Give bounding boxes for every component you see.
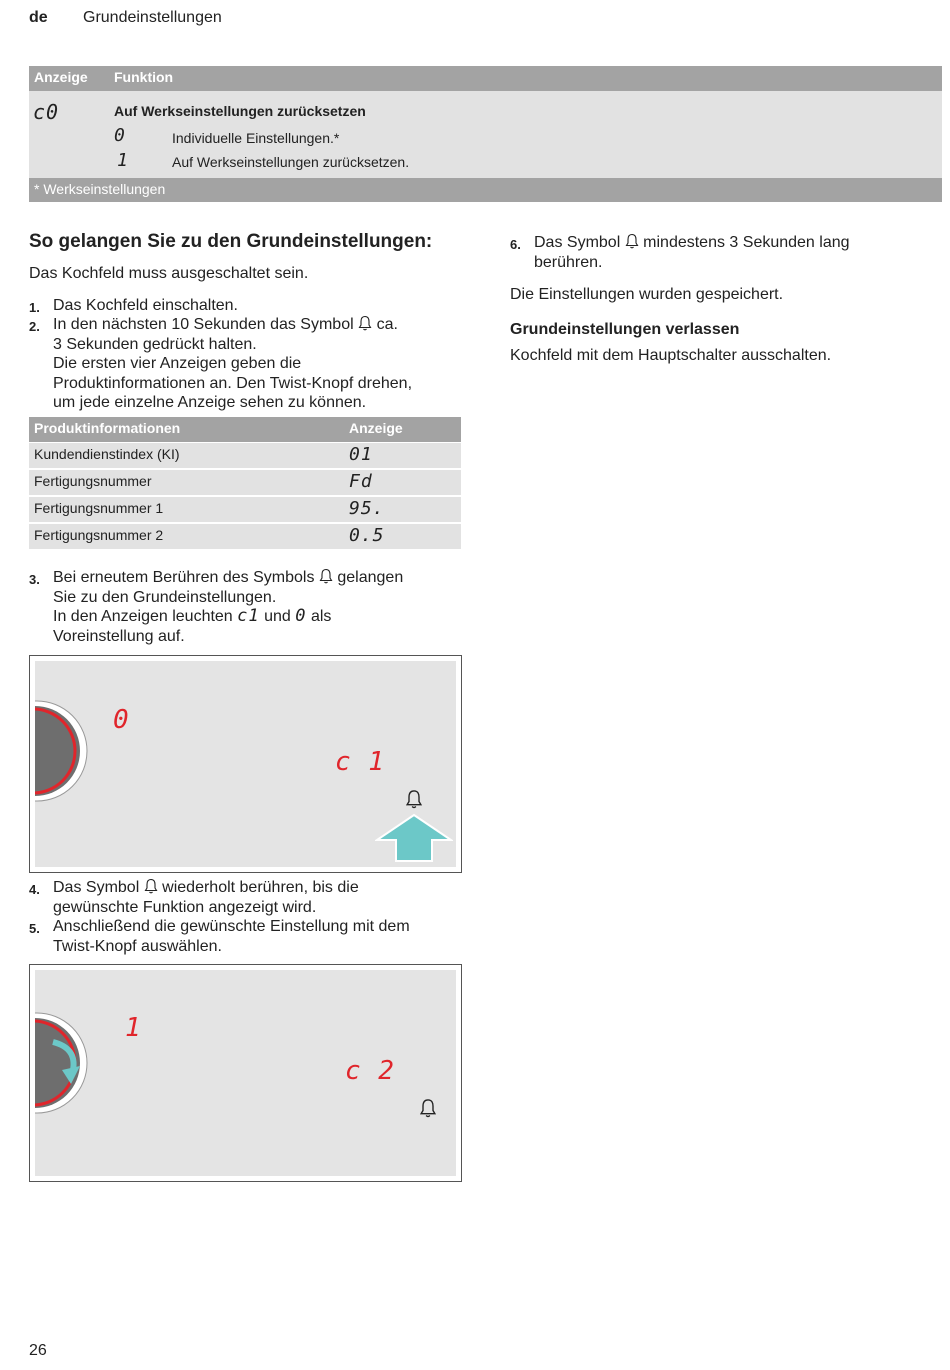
display-code: 0 xyxy=(295,606,307,626)
option-value-0: 0 xyxy=(114,125,126,146)
row-display: 95. xyxy=(349,498,385,519)
function-table-header xyxy=(29,66,942,91)
function-title: Auf Werkseinstellungen zurücksetzen xyxy=(114,103,366,119)
step-text: gelangen xyxy=(337,569,404,586)
step-text: um jede einzelne Anzeige sehen zu können. xyxy=(53,394,367,411)
row-label: Fertigungsnummer 2 xyxy=(34,527,164,543)
step-text: wiederholt berühren, bis die xyxy=(162,879,359,896)
language-code: de xyxy=(29,9,48,26)
function-table-footnote xyxy=(29,178,942,202)
cooktop-figure-2 xyxy=(29,964,462,1182)
step-6 xyxy=(510,233,930,272)
step-text: Sie zu den Grundeinstellungen. xyxy=(53,588,277,606)
step-number: 5. xyxy=(29,921,40,936)
col-display-header: Anzeige xyxy=(349,420,403,436)
step-text: Voreinstellung auf. xyxy=(53,627,185,645)
step-1 xyxy=(29,296,459,316)
step-text: mindestens 3 Sekunden lang xyxy=(643,234,850,251)
display-code: c1 xyxy=(237,606,260,626)
function-table-body xyxy=(29,91,942,178)
step-text: Das Kochfeld einschalten. xyxy=(53,297,238,314)
step-number: 1. xyxy=(29,300,40,315)
intro-text: Das Kochfeld muss ausgeschaltet sein. xyxy=(29,265,309,282)
function-code: c0 xyxy=(33,100,60,124)
step-text: Produktinformationen an. Den Twist-Knopf drehen, xyxy=(53,374,413,392)
row-label: Fertigungsnummer xyxy=(34,473,152,489)
step-number: 3. xyxy=(29,572,40,587)
row-display: 0.5 xyxy=(349,525,385,546)
exit-text: Kochfeld mit dem Hauptschalter ausschalten. xyxy=(510,347,832,364)
table-row xyxy=(29,524,461,549)
bell-icon xyxy=(358,315,372,331)
option-value-1: 1 xyxy=(117,150,129,171)
step-3 xyxy=(29,568,459,646)
step-5 xyxy=(29,917,459,956)
rotate-arrow-icon xyxy=(47,1038,81,1086)
page-header-title: Grundeinstellungen xyxy=(83,9,222,26)
step-text: 3 Sekunden gedrückt halten. xyxy=(53,335,257,353)
col-display-header: Anzeige xyxy=(34,69,88,85)
bell-icon xyxy=(319,568,333,584)
display-right: c 2 xyxy=(345,1056,395,1086)
product-table-header xyxy=(29,417,461,442)
step-text: gewünschte Funktion angezeigt wird. xyxy=(53,898,317,916)
bell-icon xyxy=(625,233,639,249)
col-info-header: Produktinformationen xyxy=(34,420,181,436)
section-heading: So gelangen Sie zu den Grundeinstellungen: xyxy=(29,231,433,252)
row-label: Kundendienstindex (KI) xyxy=(34,446,180,462)
display-left: 1 xyxy=(125,1013,142,1043)
row-label: Fertigungsnummer 1 xyxy=(34,500,164,516)
step-text: als xyxy=(310,608,332,625)
display-left: 0 xyxy=(113,705,130,735)
row-display: Fd xyxy=(349,471,373,492)
step-text: Die ersten vier Anzeigen geben die xyxy=(53,355,302,372)
step-text: Bei erneutem Berühren des Symbols xyxy=(53,569,315,586)
step-text: In den Anzeigen leuchten xyxy=(53,608,233,625)
step-4 xyxy=(29,878,459,917)
cooktop-figure-1 xyxy=(29,655,462,873)
bell-icon xyxy=(419,1098,437,1118)
step-text: Das Symbol xyxy=(534,234,621,251)
step-2 xyxy=(29,315,459,413)
row-display: 01 xyxy=(349,444,373,465)
step-number: 4. xyxy=(29,882,40,897)
col-function-header: Funktion xyxy=(114,69,174,85)
step-text: Das Symbol xyxy=(53,879,140,896)
step-text: ca. xyxy=(376,316,398,333)
step-number: 2. xyxy=(29,319,40,334)
up-arrow-icon xyxy=(375,813,453,863)
display-right: c 1 xyxy=(335,747,385,777)
step-text: Twist-Knopf auswählen. xyxy=(53,937,222,955)
table-row xyxy=(29,443,461,468)
step-text: Anschließend die gewünschte Einstellung mit dem xyxy=(53,918,410,935)
bell-icon xyxy=(144,878,158,894)
option-text-0: Individuelle Einstellungen.* xyxy=(172,130,340,146)
step-number: 6. xyxy=(510,237,521,252)
footnote-text: * Werkseinstellungen xyxy=(34,181,166,197)
step-text: berühren. xyxy=(534,253,603,271)
saved-text: Die Einstellungen wurden gespeichert. xyxy=(510,286,784,303)
table-row xyxy=(29,497,461,522)
option-text-1: Auf Werkseinstellungen zurücksetzen. xyxy=(172,154,410,170)
step-text: In den nächsten 10 Sekunden das Symbol xyxy=(53,316,354,333)
table-row xyxy=(29,470,461,495)
subheading: Grundeinstellungen verlassen xyxy=(510,321,740,338)
bell-icon xyxy=(405,789,423,809)
page-number: 26 xyxy=(29,1342,47,1359)
step-text: und xyxy=(264,608,291,625)
